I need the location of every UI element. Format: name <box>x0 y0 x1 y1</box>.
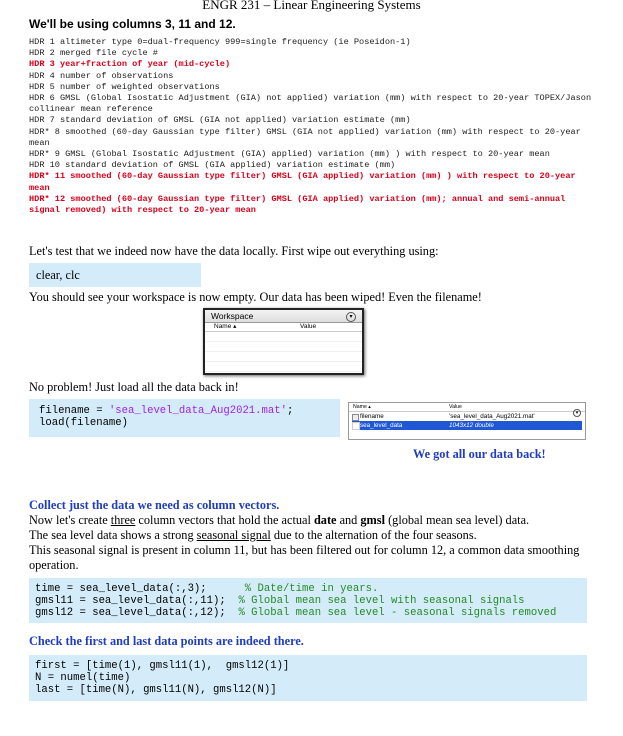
hdr-line: HDR 7 standard deviation of GMSL (GIA not applied) variation estimate (mm) <box>29 115 411 126</box>
var-value: 'sea_level_data_Aug2021.mat' <box>449 413 535 420</box>
workspace-value-col[interactable]: Value <box>300 323 317 330</box>
clear-command: clear, clc <box>36 268 80 282</box>
reload-intro: No problem! Just load all the data back in! <box>29 380 239 394</box>
workspace-empty-rows <box>205 332 362 372</box>
check-code-line: first = [time(1), gmsl11(1), gmsl12(1)] <box>35 660 290 672</box>
hdr-line: HDR* 9 GMSL (Global Isostatic Adjustment (GIA) applied) variation (mm) ) with respect to 20-year mean <box>29 149 550 160</box>
workspace-panel-loaded <box>348 402 586 440</box>
check-code-line: last = [time(N), gmsl11(N), gmsl12(N)] <box>35 684 277 696</box>
hdr-line: HDR 6 GMSL (Global Isostatic Adjustment (GIA) not applied) variation (mm) with respect to 20-year TOPEX/Jason collinear mean reference <box>29 93 592 115</box>
collect-line-1: Now let's create three column vectors that hold the actual date and gmsl (global mean sea level) data. <box>29 513 530 527</box>
check-code-box <box>29 655 587 701</box>
columns-heading: We'll be using columns 3, 11 and 12. <box>29 17 236 31</box>
loaded-value-col[interactable]: Value <box>449 404 462 410</box>
hdr-line: HDR 2 merged file cycle # <box>29 48 158 59</box>
wiped-text: You should see your workspace is now empty. Our data has been wiped! Even the filename! <box>29 290 482 304</box>
hdr-line: HDR 4 number of observations <box>29 70 174 81</box>
workspace-header-row <box>205 323 362 332</box>
loaded-name-col[interactable]: Name ▴ <box>353 404 371 410</box>
test-intro: Let's test that we indeed now have the data locally. First wipe out everything using: <box>29 244 439 258</box>
header-description-list <box>29 37 594 216</box>
load-code-box <box>29 399 340 437</box>
hdr-line: HDR 1 altimeter type 0=dual-frequency 999=single frequency (ie Poseidon-1) <box>29 37 411 47</box>
vector-code-line: gmsl11 = sea_level_data(:,11); % Global mean sea level with seasonal signals <box>35 595 525 607</box>
workspace-title: Workspace <box>211 311 254 321</box>
load-code-line-1: filename = 'sea_level_data_Aug2021.mat'; <box>39 405 294 417</box>
workspace-row-sea-level-data[interactable] <box>352 421 582 430</box>
workspace-panel-empty <box>203 308 364 375</box>
got-data-back: We got all our data back! <box>413 447 546 461</box>
workspace-name-col[interactable]: Name ▴ <box>214 323 237 330</box>
loaded-header-row <box>349 403 585 416</box>
collect-line-3: This seasonal signal is present in column 11, but has been filtered out for column 12, a common data smoothing operation. <box>29 543 580 572</box>
hdr-line: HDR* 12 smoothed (60-day Gaussian type filter) GMSL (GIA applied) variation (mm); annual and semi-annual signal removed) with respect to 20-year mean <box>29 193 566 216</box>
load-code-line-2: load(filename) <box>39 417 129 429</box>
vector-code-line: time = sea_level_data(:,3); % Date/time in years. <box>35 583 379 595</box>
vector-code-line: gmsl12 = sea_level_data(:,12); % Global mean sea level - seasonal signals removed <box>35 607 557 619</box>
vectors-code-box <box>29 578 587 623</box>
workspace-menu-icon[interactable]: ▾ <box>346 312 356 322</box>
grid-icon <box>352 422 360 430</box>
hdr-line: HDR 10 standard deviation of GMSL (GIA applied) variation estimate (mm) <box>29 160 396 171</box>
hdr-line: HDR 3 year+fraction of year (mid-cycle) <box>29 59 231 70</box>
workspace-row-filename[interactable] <box>349 412 585 421</box>
clear-command-box <box>29 263 201 287</box>
collect-paragraph <box>29 513 589 573</box>
workspace-titlebar <box>205 310 362 323</box>
matrix-icon <box>352 414 359 421</box>
page-title: ENGR 231 – Linear Engineering Systems <box>202 0 421 12</box>
var-name: sea_level_data <box>360 422 403 429</box>
check-heading: Check the first and last data points are indeed there. <box>29 634 304 648</box>
loaded-menu-icon[interactable]: ▾ <box>573 409 581 417</box>
collect-line-2: The sea level data shows a strong seasonal signal due to the alternation of the four seasons. <box>29 528 477 542</box>
collect-heading: Collect just the data we need as column vectors. <box>29 498 280 512</box>
check-code-line: N = numel(time) <box>35 672 131 684</box>
var-name: filename <box>360 413 384 420</box>
hdr-line: HDR* 8 smoothed (60-day Gaussian type filter) GMSL (GIA not applied) variation (mm) with respect to 20-year mean <box>29 126 581 148</box>
hdr-line: HDR 5 number of weighted observations <box>29 81 220 92</box>
var-value: 1043x12 double <box>449 422 494 429</box>
hdr-line: HDR* 11 smoothed (60-day Gaussian type filter) GMSL (GIA applied) variation (mm) ) with respect to 20-year mean <box>29 171 576 193</box>
